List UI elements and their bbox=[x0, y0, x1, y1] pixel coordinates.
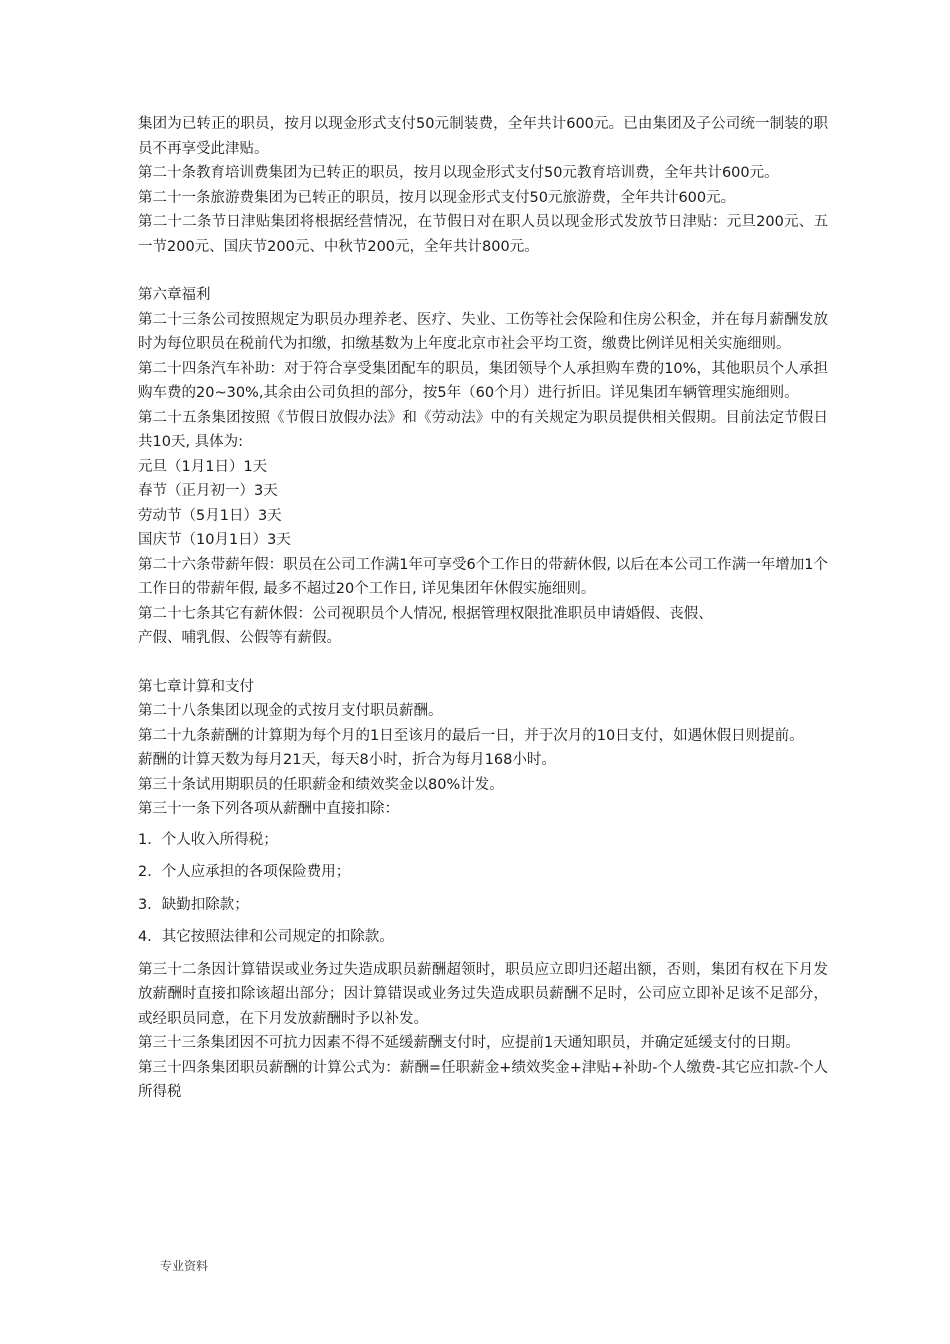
article-32-overpayment: 第三十二条因计算错误或业务过失造成职员薪酬超领时，职员应立即归还超出额，否则，集团有权在下月发放薪酬时直接扣除该超出部分；因计算错误或业务过失造成职员薪酬不足时，公司应立即补足该不足部分，或经职员同意，在下月发放薪酬时予以补发。 bbox=[138, 961, 828, 1027]
chapter-6-heading: 第六章福利 bbox=[138, 287, 211, 303]
holiday-labor-day: 劳动节（5月1日）3天 bbox=[138, 507, 282, 524]
chapter-7-heading: 第七章计算和支付 bbox=[138, 678, 254, 695]
article-21-travel: 第二十一条旅游费集团为已转正的职员，按月以现金形式支付50元旅游费，全年共计600元。 bbox=[138, 189, 736, 206]
article-23-insurance: 第二十三条公司按照规定为职员办理养老、医疗、失业、工伤等社会保险和住房公积金，并在每月薪酬发放时为每位职员在税前代为扣缴，扣缴基数为上年度北京市社会平均工资，缴费比例详见相关实施细则。 bbox=[138, 311, 828, 352]
document-body bbox=[138, 112, 828, 1105]
article-29-pay-period: 第二十九条薪酬的计算期为每个月的1日至该月的最后一日，并于次月的10日支付，如遇休假日则提前。 bbox=[138, 727, 804, 744]
article-33-delay: 第三十三条集团因不可抗力因素不得不延缓薪酬支付时，应提前1天通知职员，并确定延缓支付的日期。 bbox=[138, 1035, 800, 1051]
article-20-education: 第二十条教育培训费集团为已转正的职员，按月以现金形式支付50元教育培训费，全年共计600元。 bbox=[138, 165, 779, 181]
holiday-spring-festival: 春节（正月初一）3天 bbox=[138, 483, 278, 499]
article-27-paid-leave: 第二十七条其它有薪休假：公司视职员个人情况, 根据管理权限批准职员申请婚假、丧假、 bbox=[138, 605, 713, 622]
article-30-probation: 第三十条试用期职员的任职薪金和绩效奖金以80%计发。 bbox=[138, 776, 504, 793]
holiday-new-year: 元旦（1月1日）1天 bbox=[138, 458, 268, 475]
section-spacer bbox=[138, 651, 828, 675]
section-spacer bbox=[138, 259, 828, 283]
article-28-payment: 第二十八条集团以现金的式按月支付职员薪酬。 bbox=[138, 703, 443, 719]
deduction-item-1: 1．个人收入所得税； bbox=[138, 831, 278, 848]
article-26-annual-leave: 第二十六条带薪年假：职员在公司工作满1年可享受6个工作日的带薪休假, 以后在本公司工作满一年增加1个工作日的带薪年假, 最多不超过20个工作日, 详见集团年休假实施细则。 bbox=[138, 556, 828, 597]
page-footer: 专业资料 bbox=[160, 1259, 209, 1273]
deduction-item-4: 4．其它按照法律和公司规定的扣除款。 bbox=[138, 929, 394, 945]
article-24-car-subsidy: 第二十四条汽车补助：对于符合享受集团配车的职员，集团领导个人承担购车费的10%，其他职员个人承担购车费的20~30%,其余由公司负担的部分，按5年（60个月）进行折旧。详见集团车辆管理实施细则。 bbox=[138, 360, 828, 401]
deduction-item-3: 3．缺勤扣除款； bbox=[138, 896, 249, 913]
pay-days-calculation: 薪酬的计算天数为每月21天，每天8小时，折合为每月168小时。 bbox=[138, 752, 556, 768]
article-22-holiday-allowance: 第二十二条节日津贴集团将根据经营情况，在节假日对在职人员以现金形式发放节日津贴：元旦200元、五一节200元、国庆节200元、中秋节200元，全年共计800元。 bbox=[138, 214, 829, 255]
article-25-holidays: 第二十五条集团按照《节假日放假办法》和《劳动法》中的有关规定为职员提供相关假期。目前法定节假日共10天, 具体为: bbox=[138, 409, 828, 450]
article-27-paid-leave-continued: 产假、哺乳假、公假等有薪假。 bbox=[138, 630, 341, 646]
paragraph-uniform-allowance: 集团为已转正的职员，按月以现金形式支付50元制装费，全年共计600元。已由集团及子公司统一制装的职员不再享受此津贴。 bbox=[138, 116, 828, 157]
article-31-deductions: 第三十一条下列各项从薪酬中直接扣除： bbox=[138, 801, 399, 817]
deduction-item-2: 2．个人应承担的各项保险费用； bbox=[138, 864, 351, 880]
holiday-national-day: 国庆节（10月1日）3天 bbox=[138, 532, 291, 548]
article-34-formula: 第三十四条集团职员薪酬的计算公式为：薪酬=任职薪金+绩效奖金+津贴+补助-个人缴费-其它应扣款-个人所得税 bbox=[138, 1059, 828, 1100]
